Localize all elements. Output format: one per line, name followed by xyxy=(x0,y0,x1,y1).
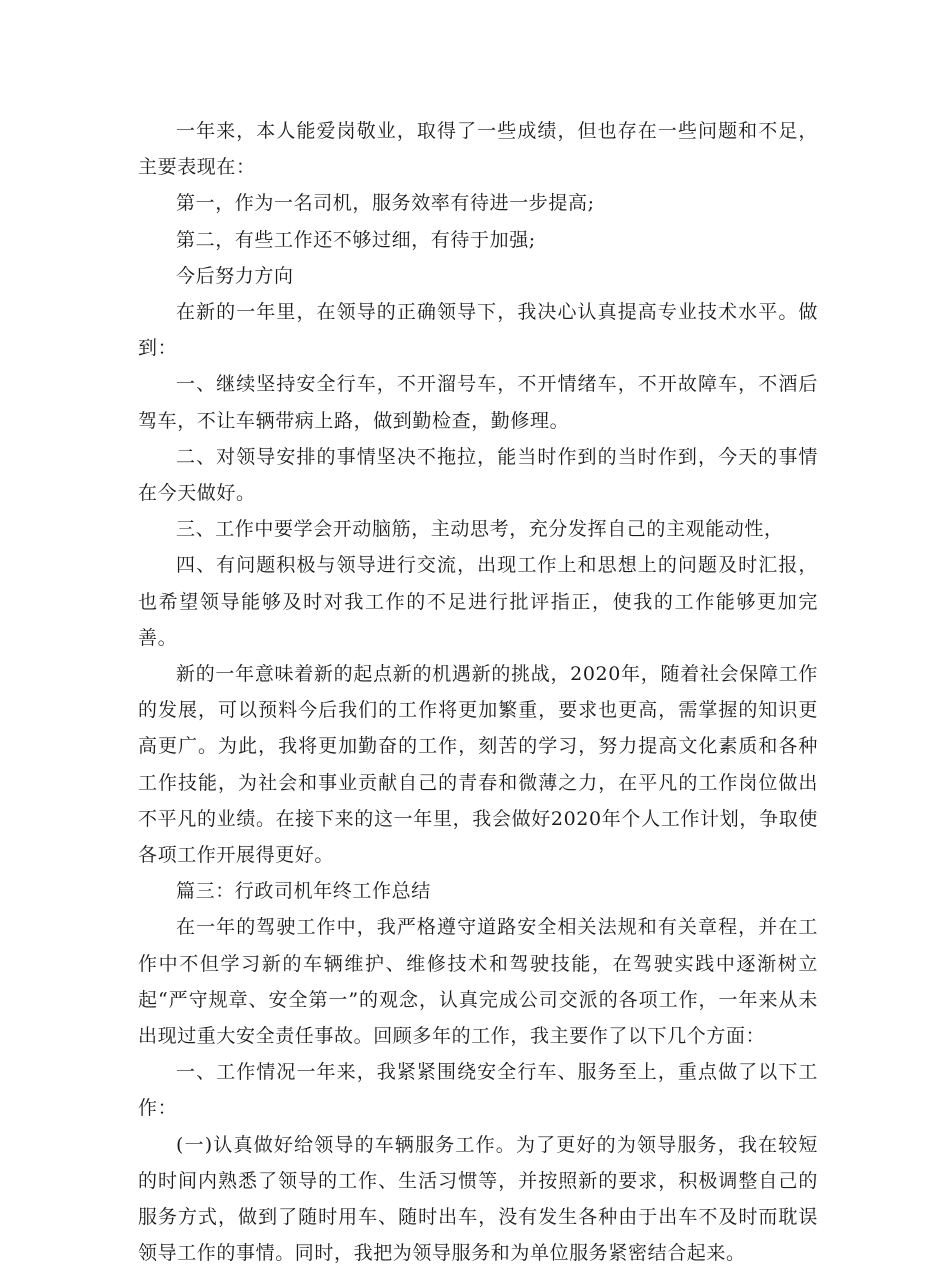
paragraph-goal-two: 二、对领导安排的事情坚决不拖拉，能当时作到的当时作到，今天的事情在今天做好。 xyxy=(138,445,818,505)
document-body xyxy=(138,113,818,1272)
paragraph-new-year-outlook: 新的一年意味着新的起点新的机遇新的挑战，2020年，随着社会保障工作的发展，可以预料今后我们的工作将更加繁重，要求也更高，需掌握的知识更高更广。为此，我将更加勤奋的工作，刻苦的学习，努力提高文化素质和各种工作技能，为社会和事业贡献自己的青春和微薄之力，在平凡的工作岗位做出不平凡的业绩。在接下来的这一年里，我会做好2020年个人工作计划，争取使各项工作开展得更好。 xyxy=(138,663,818,867)
paragraph-second-point: 第二，有些工作还不够过细，有待于加强; xyxy=(176,228,536,251)
paragraph-leader-service: (一)认真做好给领导的车辆服务工作。为了更好的为领导服务，我在较短的时间内熟悉了领导的工作、生活习惯等，并按照新的要求，积极调整自己的服务方式，做到了随时用车、随时出车，没有发生各种由于出车不及时而耽误领导工作的事情。同时，我把为领导服务和为单位服务紧密结合起来。 xyxy=(138,1133,818,1265)
paragraph-new-year-intro: 在新的一年里，在领导的正确领导下，我决心认真提高专业技术水平。做到： xyxy=(138,301,818,360)
paragraph-first-point: 第一，作为一名司机，服务效率有待进一步提高; xyxy=(176,192,595,215)
paragraph-section-three-title: 篇三：行政司机年终工作总结 xyxy=(176,880,431,903)
paragraph-intro-shortcomings: 一年来，本人能爱岗敬业，取得了一些成绩，但也存在一些问题和不足，主要表现在： xyxy=(138,120,818,179)
paragraph-goal-three: 三、工作中要学会开动脑筋，主动思考，充分发挥自己的主观能动性， xyxy=(176,518,784,541)
paragraph-work-situation: 一、工作情况一年来，我紧紧围绕安全行车、服务至上，重点做了以下工作： xyxy=(138,1061,818,1120)
paragraph-goal-one: 一、继续坚持安全行车，不开溜号车，不开情绪车，不开故障车，不酒后驾车，不让车辆带病上路，做到勤检查，勤修理。 xyxy=(138,373,818,432)
paragraph-goal-four: 四、有问题积极与领导进行交流，出现工作上和思想上的问题及时汇报，也希望领导能够及时对我工作的不足进行批评指正，使我的工作能够更加完善。 xyxy=(138,554,818,649)
paragraph-future-direction-heading: 今后努力方向 xyxy=(176,264,294,287)
paragraph-driving-summary: 在一年的驾驶工作中，我严格遵守道路安全相关法规和有关章程，并在工作中不但学习新的车辆维护、维修技术和驾驶技能，在驾驶实践中逐渐树立起“严守规章、安全第一”的观念，认真完成公司交派的各项工作，一年来从未出现过重大安全责任事故。回顾多年的工作，我主要作了以下几个方面： xyxy=(138,916,818,1048)
